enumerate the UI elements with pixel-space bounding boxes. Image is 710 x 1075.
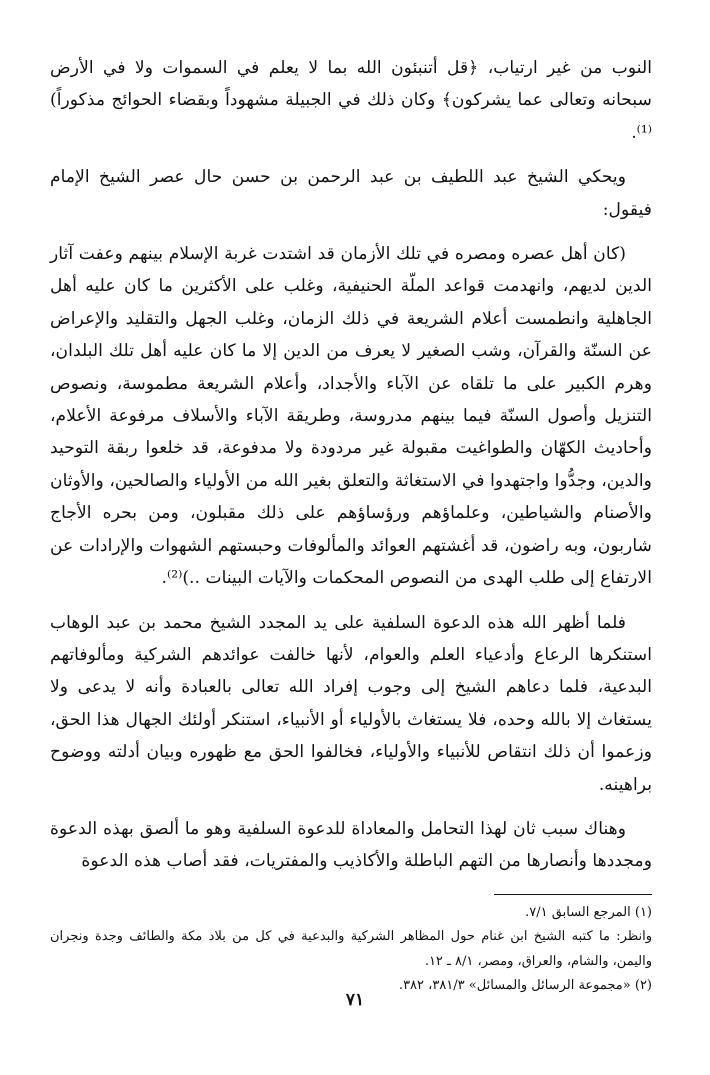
paragraph-continuation: النوب من غير ارتياب، ﴿قل أتنبئون الله بما لا يعلم في السموات ولا في الأرض سبحانه وتعالى عما يشركون﴾ وكان ذلك في الجبيلة مشهوداً وبقضاء الحوائج مذكوراً)⁽¹⁾. xyxy=(50,58,652,143)
paragraph-intro-quote: ويحكي الشيخ عبد اللطيف بن عبد الرحمن بن حسن حال عصر الشيخ الإمام فيقول: xyxy=(50,167,652,220)
footnote-1-note: وانظر: ما كتبه الشيخ ابن غنام حول المظاهر الشركية والبدعية في كل من بلاد مكة والطائف وجدة ونجران واليمن، والشام، والعراق، ومصر، ٨/١ ـ ١٢. xyxy=(50,929,652,969)
footnotes xyxy=(50,901,652,999)
footnote-1: (١) المرجع السابق ٧/١. xyxy=(525,904,652,920)
footnote-divider xyxy=(494,894,652,895)
footnote-2: (٢) «مجموعة الرسائل والمسائل» ٣٨١/٣، ٣٨٢. xyxy=(398,978,652,994)
paragraph-dawah: فلما أظهر الله هذه الدعوة السلفية على يد المجدد الشيخ محمد بن عبد الوهاب استنكرها الرعاع وأدعياء العلم والعوام، لأنها خالفت عوائدهم الشركية ومألوفاتهم البدعية، فلما دعاهم الشيخ إلى وجوب إفراد الله تعالى بالعبادة وأنه لا يدعى ولا يستغاث إلا بالله وحده، فلا يستغاث بالأولياء أو الأنبياء، استنكر أولئك الجهال هذا الحق، وزعموا أن ذلك انتقاص للأنبياء والأولياء، فخالفوا الحق مع ظهوره وبيان أدلته ووضوح براهينه. xyxy=(50,612,652,795)
page-number: ٧١ xyxy=(345,990,365,1010)
paragraph-quote: (كان أهل عصره ومصره في تلك الأزمان قد اشتدت غربة الإسلام بينهم وعفت آثار الدين لديهم، وانهدمت قواعد الملّة الحنيفية، وغلب على الأكثرين ما كان عليه أهل الجاهلية وانطمست أعلام الشريعة في ذلك الزمان، وغلب الجهل والتقليد والإعراض عن السنّة والقرآن، وشب الصغير لا يعرف من الدين إلا ما كان عليه أهل تلك البلدان، وهرم الكبير على ما تلقاه عن الآباء والأجداد، وأعلام الشريعة مطموسة، ونصوص التنزيل وأصول السنّة فيما بينهم مدروسة، وطريقة الآباء والأسلاف مرفوعة الأعلام، وأحاديث الكهّان والطواغيت مقبولة غير مردودة ولا مدفوعة، قد خلعوا ربقة التوحيد والدين، وجدُّوا واجتهدوا في الاستغاثة والتعلق بغير الله من الأولياء والصالحين، والأوثان والأصنام والشياطين، وعلماؤهم ورؤساؤهم على ذلك مقبلون، ومن بحره الأجاج شاربون، وبه راضون، قد أغشتهم العوائد والمألوفات وحبستهم الشهوات والإرادات عن الارتفاع إلى طلب الهدى من النصوص المحكمات والآيات البينات ..)⁽²⁾. xyxy=(50,244,652,589)
paragraph-second-reason: وهناك سبب ثان لهذا التحامل والمعاداة للدعوة السلفية وهو ما ألصق بهذه الدعوة ومجددها وأنصارها من التهم الباطلة والأكاذيب والمفتريات، فقد أصاب هذه الدعوة xyxy=(50,818,652,872)
